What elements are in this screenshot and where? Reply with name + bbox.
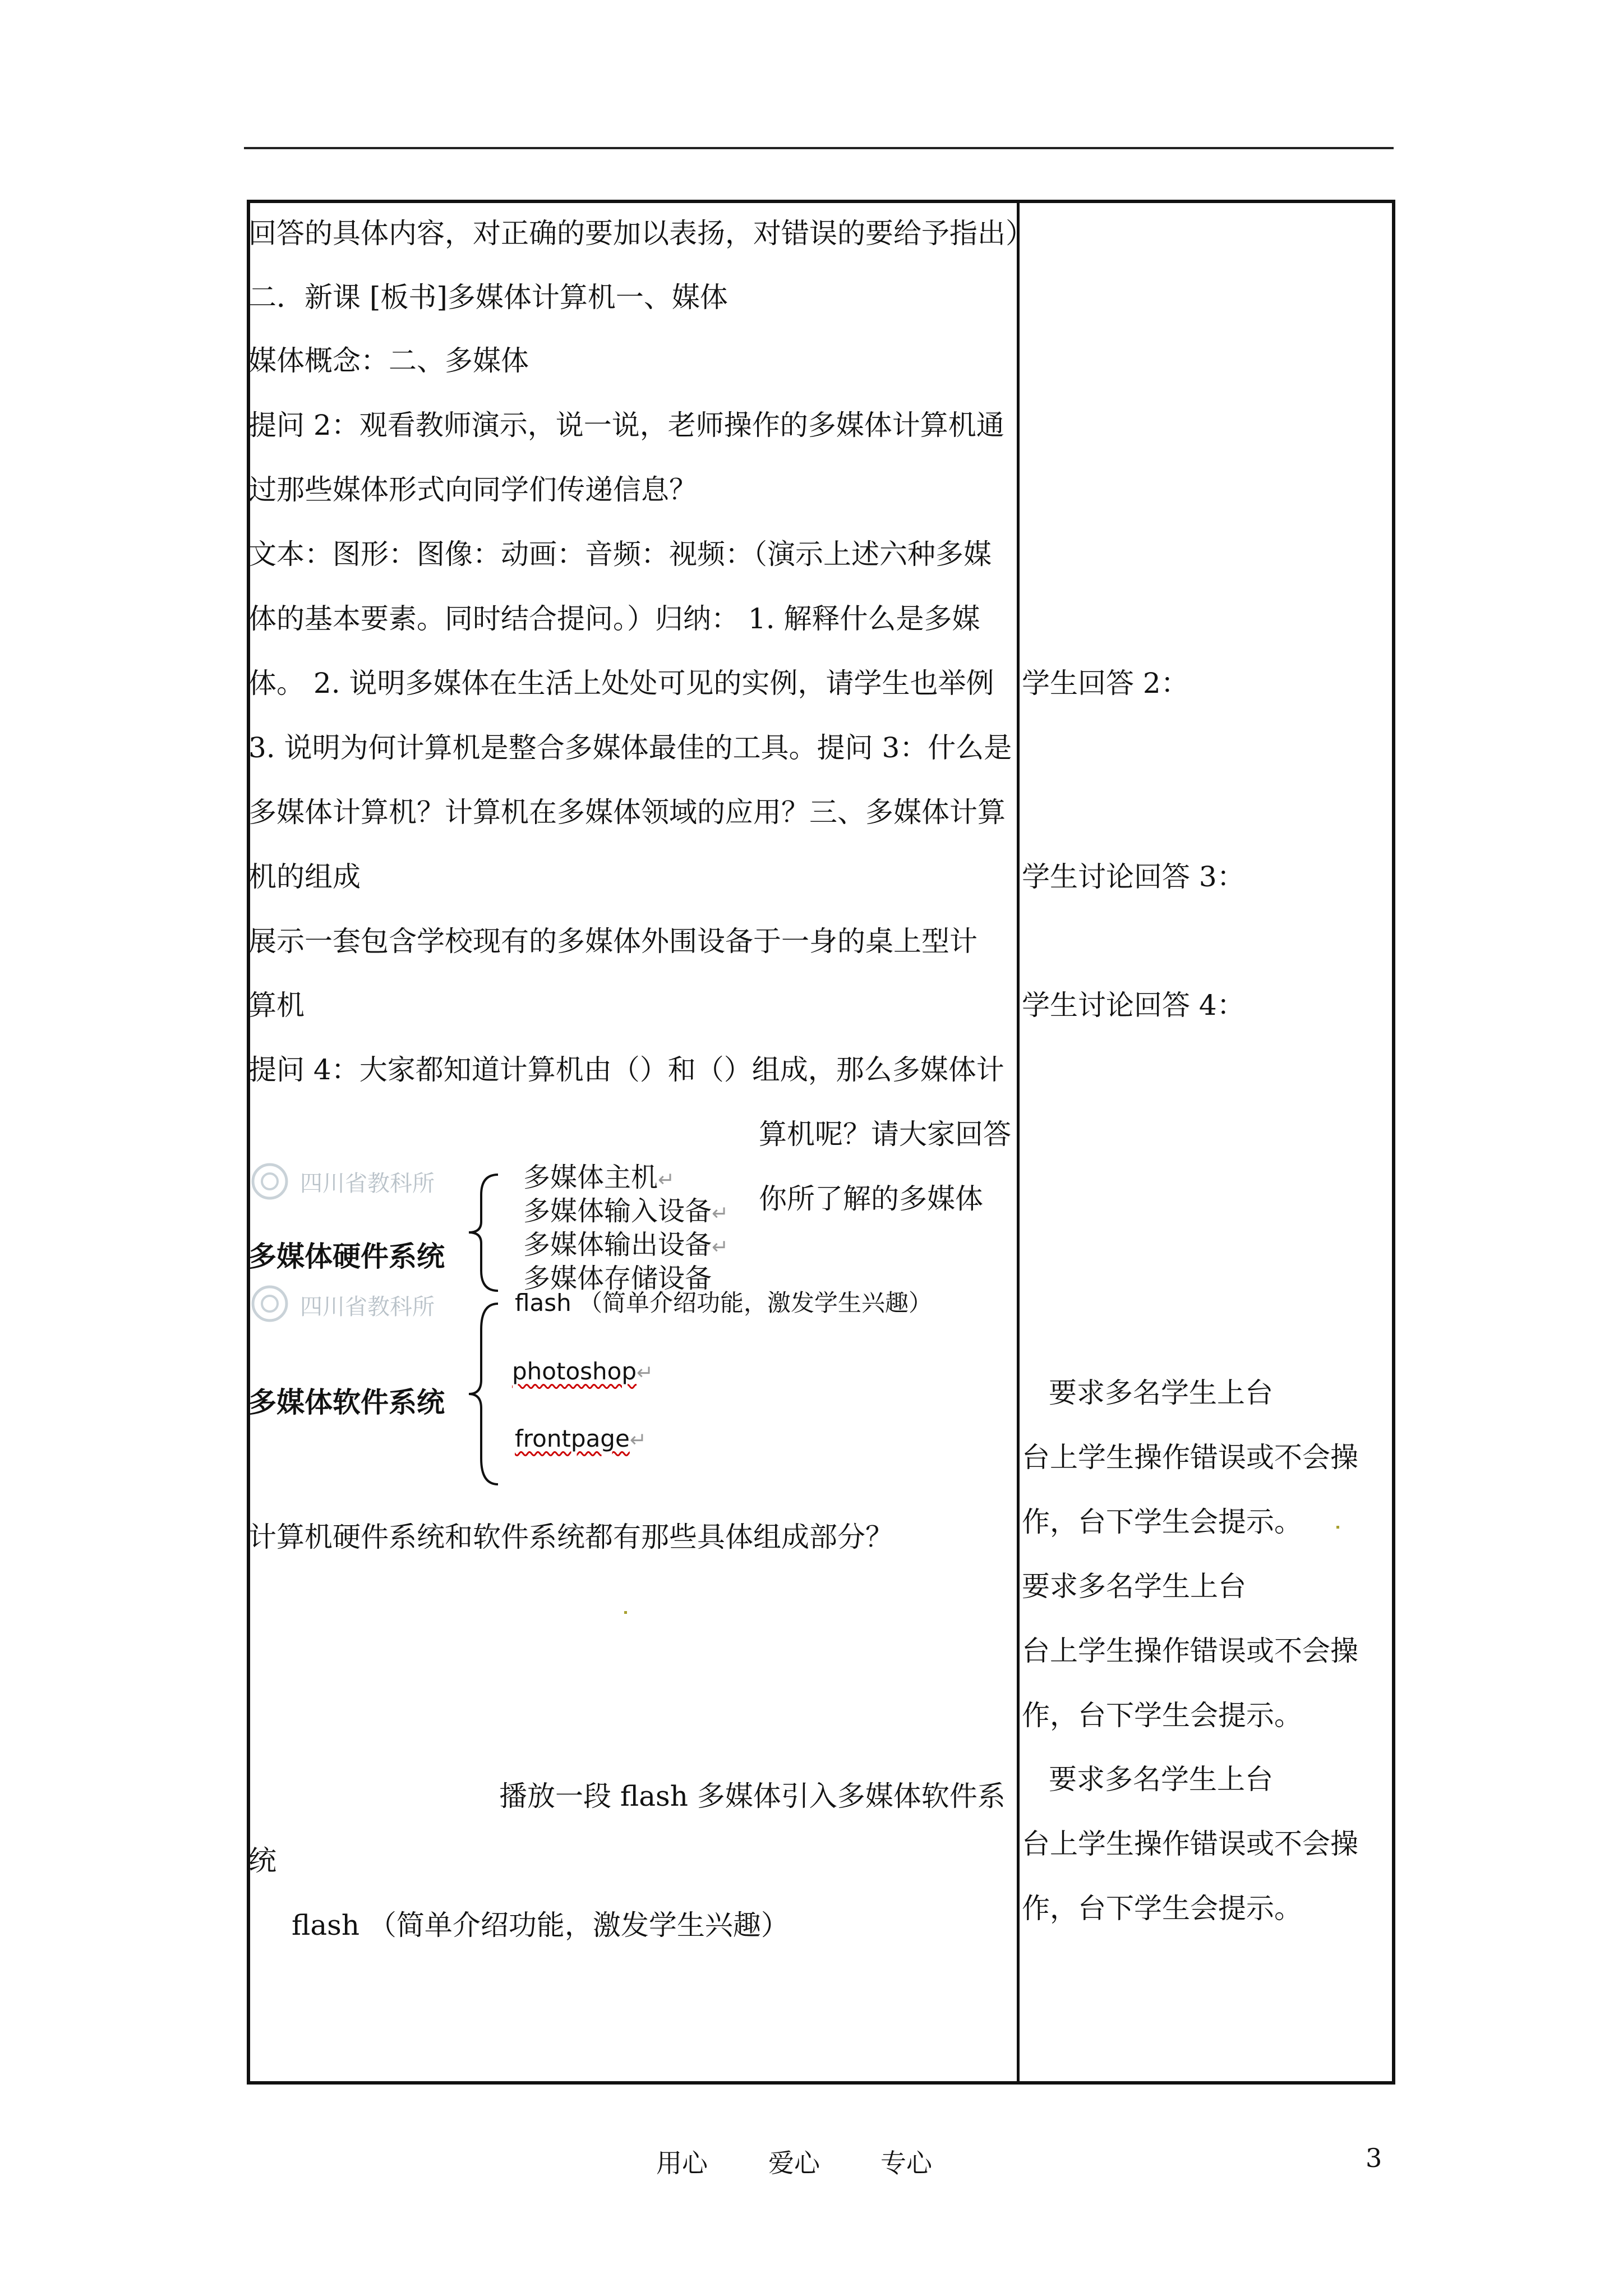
left-line: 机的组成: [248, 861, 361, 893]
right-line: 学生讨论回答 4：: [1022, 989, 1245, 1022]
right-line: 要求多名学生上台: [1022, 1570, 1246, 1603]
right-line: 台上学生操作错误或不会操: [1022, 1828, 1358, 1860]
left-line: flash （简单介绍功能，激发学生兴趣）: [292, 1909, 789, 1941]
left-line: 3. 说明为何计算机是整合多媒体最佳的工具。提问 3：什么是: [248, 731, 1012, 764]
diagram-title: 多媒体硬件系统: [248, 1240, 445, 1273]
left-line: 计算机硬件系统和软件系统都有那些具体组成部分？: [248, 1521, 893, 1553]
footer-item: 用心: [656, 2148, 708, 2178]
left-line: 你所了解的多媒体: [759, 1182, 983, 1215]
watermark-logo-icon: [250, 1283, 290, 1324]
left-line: 二．新课 [板书]多媒体计算机一、媒体: [248, 281, 728, 314]
diagram-item-clipped: 多媒体存储设备: [523, 1263, 712, 1294]
page-number: 3: [1366, 2143, 1382, 2173]
watermark-text: 四川省教科所: [300, 1171, 435, 1197]
right-line: 台上学生操作错误或不会操: [1022, 1635, 1358, 1667]
left-line: 播放一段 flash 多媒体引入多媒体软件系: [499, 1780, 1006, 1812]
left-line: 文本：图形：图像：动画：音频：视频：（演示上述六种多媒: [248, 538, 992, 570]
header-rule: [244, 147, 1394, 149]
left-line: 回答的具体内容，对正确的要加以表扬，对错误的要给予指出）: [248, 217, 1034, 250]
diagram-item: 多媒体输入设备↵: [523, 1195, 729, 1227]
right-line: 学生回答 2：: [1022, 667, 1189, 700]
diagram-item: photoshop↵: [512, 1358, 654, 1385]
diagram-item: 多媒体输出设备↵: [523, 1229, 729, 1260]
left-line: 体。 2. 说明多媒体在生活上处处可见的实例，请学生也举例: [248, 667, 994, 700]
diagram-item: frontpage↵: [515, 1425, 647, 1452]
left-line: 展示一套包含学校现有的多媒体外围设备于一身的桌上型计: [248, 925, 978, 958]
stray-mark: [624, 1611, 627, 1614]
right-line: 要求多名学生上台: [1049, 1763, 1273, 1796]
diagram-item: flash （简单介绍功能，激发学生兴趣）: [515, 1289, 933, 1317]
left-line: 体的基本要素。同时结合提问。）归纳： 1. 解释什么是多媒: [248, 602, 980, 635]
watermark-logo-icon: [250, 1161, 290, 1202]
left-line: 提问 4：大家都知道计算机由（）和（）组成，那么多媒体计: [248, 1053, 1004, 1086]
right-line: 作，台下学生会提示。: [1022, 1699, 1302, 1732]
left-line: 过那些媒体形式向同学们传递信息？: [248, 473, 697, 506]
watermark-text: 四川省教科所: [300, 1294, 435, 1320]
right-line: 台上学生操作错误或不会操: [1022, 1441, 1358, 1474]
right-line: 要求多名学生上台: [1049, 1377, 1273, 1409]
diagram-item: 多媒体主机↵: [523, 1162, 675, 1193]
left-line: 媒体概念：二、多媒体: [248, 344, 529, 377]
footer-item: 专心: [880, 2148, 932, 2178]
brace-icon: [464, 1172, 504, 1293]
right-line: 作，台下学生会提示。: [1022, 1892, 1302, 1925]
hardware-diagram: [248, 1156, 1006, 1294]
brace-icon: [464, 1301, 504, 1487]
left-line: 统: [248, 1844, 276, 1877]
table-column-divider: [1017, 200, 1020, 2085]
stray-mark: [1336, 1526, 1339, 1529]
right-line: 学生讨论回答 3：: [1022, 861, 1245, 893]
left-line: 算机: [248, 989, 305, 1022]
left-line: 提问 2：观看教师演示，说一说，老师操作的多媒体计算机通: [248, 409, 1004, 441]
right-line: 作，台下学生会提示。: [1022, 1506, 1302, 1538]
left-line: 多媒体计算机？计算机在多媒体领域的应用？三、多媒体计算: [248, 796, 1006, 829]
diagram-title: 多媒体软件系统: [248, 1386, 445, 1419]
left-line: 算机呢？请大家回答: [759, 1118, 1011, 1151]
footer-item: 爱心: [768, 2148, 820, 2178]
software-diagram: [248, 1279, 1006, 1503]
